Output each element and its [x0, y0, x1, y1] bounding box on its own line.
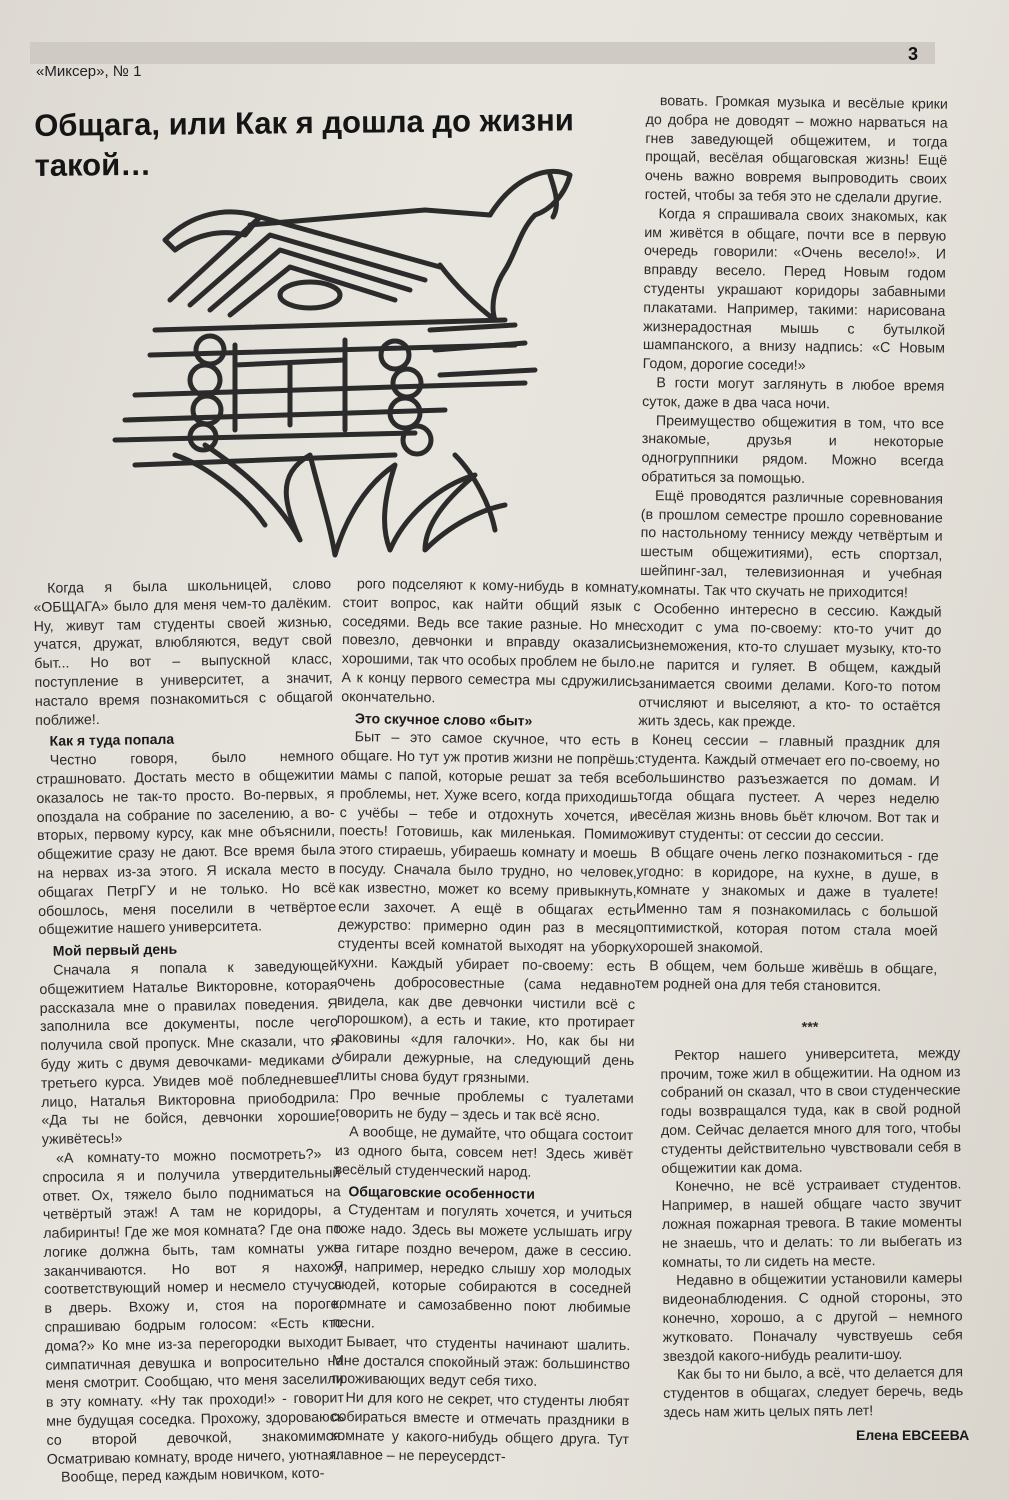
subheading: Общаговские особенности	[348, 1182, 536, 1202]
paragraph: Ни для кого не секрет, что студенты любят собираться вместе и отмечать праздники в комнате у какого-нибудь общего друга. Тут главное – не переусердст-	[330, 1390, 630, 1466]
paragraph: рого подселяют к кому-нибудь в комнату, стоит вопрос, как найти общий язык с соседями. Ведь все такие разные. Но мне повезло, девчонки и вправду оказались хорошими, так что особых проблем не было. А к концу первого семестра мы сдружились окончательно.	[341, 576, 641, 707]
roof-window	[280, 282, 340, 308]
issue-label: «Миксер», № 1	[36, 63, 142, 80]
paragraph: Когда я спрашивала своих знакомых, как им живётся в общаге, почти все в первую очередь говорили: «Очень весело!». И вправду весело. Перед Новым годом студенты украшают коридоры забавными плакатами. Например, такими: нарисована жизнерадостная мышь с бутылкой шампанского, а внизу надпись: «С Новым Годом, дорогие соседи!»	[642, 205, 947, 375]
paragraph: Конец сессии – главный праздник для студента. Каждый отмечает его по-своему, но большинство разъезжается по домам. И тогда общага пустеет. А через неделю весёлая жизнь вновь бьёт ключом. Вот так и живут студенты: от сессии до сессии.	[636, 732, 941, 846]
paragraph: Особенно интересно в сессию. Каждый сходит с ума по-своему: кто-то учит до изнеможения, кто-то слушает музыку, кто-то не парится и гуляет. В общем, каждый занимается своими делами. Кого-то потом отчисляют и выселяют, а кто- то остаётся жить здесь, как прежде.	[638, 600, 942, 732]
paragraph: В гости могут заглянуть в любое время суток, даже в два часа ночи.	[642, 375, 945, 413]
paragraph: А вообще, не думайте, что общага состоит из одного быта, совсем нет! Здесь живёт весёлый студенческий народ.	[334, 1124, 634, 1181]
paragraph: В общаге очень легко познакомиться - где угодно: в коридоре, на кухне, в душе, в комнате у знакомых и даже в туалете! Именно там я познакомилась с большой оптимисткой, которая потом стала моей хорошей знакомой.	[635, 844, 939, 957]
paragraph: вовать. Громкая музыка и весёлые крики до добра не доводят – можно нарваться на гнев заведующей общежитем, и тогда прощай, весёлая общаговская жизнь! Ещё очень важно вовремя выпроводить своих гостей, чтобы за тебя это не сделали другие.	[644, 93, 948, 207]
paragraph: Быт – это самое скучное, что есть в общаге. Но тут уж против жизни не попрёшь: мамы с папой, которые решат за тебя все проблемы, нет. Хуже всего, когда приходишь с учёбы – тебе и отдохнуть хочется, и поесть! Готовишь, как миленькая. Помимо этого стираешь, убираешь комнату и моешь посуду. Сначала было трудно, но человек, как известно, может ко всему привыкнуть, если захочет. А ещё в общагах есть дежурство: примерно один раз в месяц студенты всей комнатой выходят на уборку кухни. Каждый убирает по-своему: есть очень добросовестные (сама недавно видела, как две девчонки чистили всё с порошком), а есть и такие, кто протирает раковины «для галочки». Но, как бы ни убирали дежурные, на следующий день плиты снова будут грязными.	[335, 729, 639, 1087]
text-column-2	[331, 575, 641, 1469]
header-bar	[30, 42, 935, 64]
subheading: Как я туда попала	[49, 731, 175, 750]
paragraph: Вообще, перед каждым новичком, кото-	[60, 1465, 325, 1487]
paragraph: Бывает, что студенты начинают шалить. Мне достался спокойный этаж: большинство проживающих ведут себя тихо.	[331, 1333, 631, 1391]
text-column-3	[635, 92, 948, 998]
author-byline: Елена ЕВСЕЕВА	[856, 1427, 970, 1443]
log-cabin-with-rooster-drawing-icon	[95, 155, 615, 575]
paragraph: Конечно, не всё устраивает студентов. Например, в нашей общаге часто звучит ложная пожарная тревога. В такие моменты не знаешь, что и делать: то ли выбегать из комнаты, то ли сидеть на месте.	[661, 1176, 963, 1271]
paragraph: Про вечные проблемы с туалетами говорить не буду – здесь и так всё ясно.	[335, 1086, 634, 1125]
text-column-3-bottom	[660, 1017, 964, 1422]
paragraph: В общем, чем больше живёшь в общаге, тем родней она для тебя становится.	[634, 957, 938, 996]
article-title: Общага, или Как я дошла до жизни такой…	[34, 102, 575, 183]
text-column-1	[33, 575, 345, 1488]
page-number: 3	[908, 44, 919, 64]
paragraph: Когда я была школьницей, слово «ОБЩАГА» было для меня чем-то далёким. Ну, живут там студенты своей жизнью, учатся, дружат, влюбляются, ведут свой быт... Но вот – выпускной класс, поступление в университет, а значит, настало время познакомиться с общагой поближе!.	[33, 576, 334, 729]
paragraph: Студентам и погулять хочется, и учиться тоже надо. Здесь вы можете услышать игру на гитаре поздно вечером, даже в сессию. Я, например, нередко слышу хор молодых людей, которые собираются в соседней комнате и самозабвенно поют любимые песни.	[332, 1202, 633, 1332]
section-separator: ***	[801, 1019, 819, 1036]
rooster-head	[440, 171, 570, 320]
paragraph: «А комнату-то можно посмотреть?» - спросила я и получила утвердительный ответ. Ох, тяжело было подниматься на четвёртый этаж! А там не коридоры, а лабиринты! Где же моя комната? Где она по логике должна быть, там комнаты уже заканчиваются. Но вот я нахожу соответствующий номер и несмело стучусь в дверь. Вхожу и, стоя на пороге, спрашиваю бодрым голосом: «Есть кто дома?» Ко мне из-за перегородки выходит симпатичная девушка и вопросительно на меня смотрит. Сообщаю, что меня заселили в эту комнату. «Ну так проходи!» - говорит мне будущая соседка. Прохожу, здороваюсь со второй девочкой, знакомимся. Осматриваю комнату, вроде ничего, уютная.	[42, 1146, 345, 1468]
paragraph: Ещё проводятся различные соревнования (в прошлом семестре прошло соревнование по настольному теннису между четвёртым и шестым общежитиями), есть спортзал, шейпинг-зал, телевизионная и учебная комнаты. Так что скучать не приходится!	[639, 487, 944, 601]
paragraph: Как бы то ни было, а всё, что делается для студентов в общагах, следует беречь, ведь здесь нам жить целых пять лет!	[663, 1364, 964, 1421]
paragraph: Сначала я попала к заведующей общежитием Наталье Викторовне, которая рассказала мне о правилах поведения. Я заполнила все документы, после чего получила свой пропуск. Мне сказали, что я буду жить с двумя девочками- медиками с третьего курса. Увидев моё побледневшее лицо, Наталья Викторовна приободрила: «Да ты не бойся, девчонки хорошие, уживётесь!»	[39, 958, 340, 1149]
paragraph: Честно говоря, было немного страшновато. Достать место в общежитии оказалось не так-то просто. Во-первых, я опоздала на собрание по заселению, а во-вторых, первому курсу, как мне объяснили, общежитие сразу не дают. Все время была на нервах из-за этого. Я искала место в общагах ПетрГУ и не только. Но всё обошлось, меня поселили в четвёртое общежитие нашего университета.	[36, 748, 337, 939]
paragraph: Ректор нашего университета, между прочим, тоже жил в общежитии. На одном из собраний он сказал, что в свои студенческие годы возвращался туда, как в свой родной дом. Сейчас делается много для того, чтобы студенты действительно чувствовали себя в общежитии как дома.	[660, 1045, 962, 1177]
paragraph: Недавно в общежитии установили камеры видеонаблюдения. С одной стороны, это конечно, хорошо, а с другой – немного жутковато. Поначалу чувствуешь себя звездой какого-нибудь реалити-шоу.	[662, 1270, 963, 1365]
paragraph: Преимущество общежития в том, что все знакомые, друзья и некоторые одногруппники рядом. Можно всегда обратиться за помощью.	[641, 412, 945, 487]
subheading: Мой первый день	[52, 940, 178, 959]
subheading: Это скучное слово «быт»	[354, 709, 533, 729]
